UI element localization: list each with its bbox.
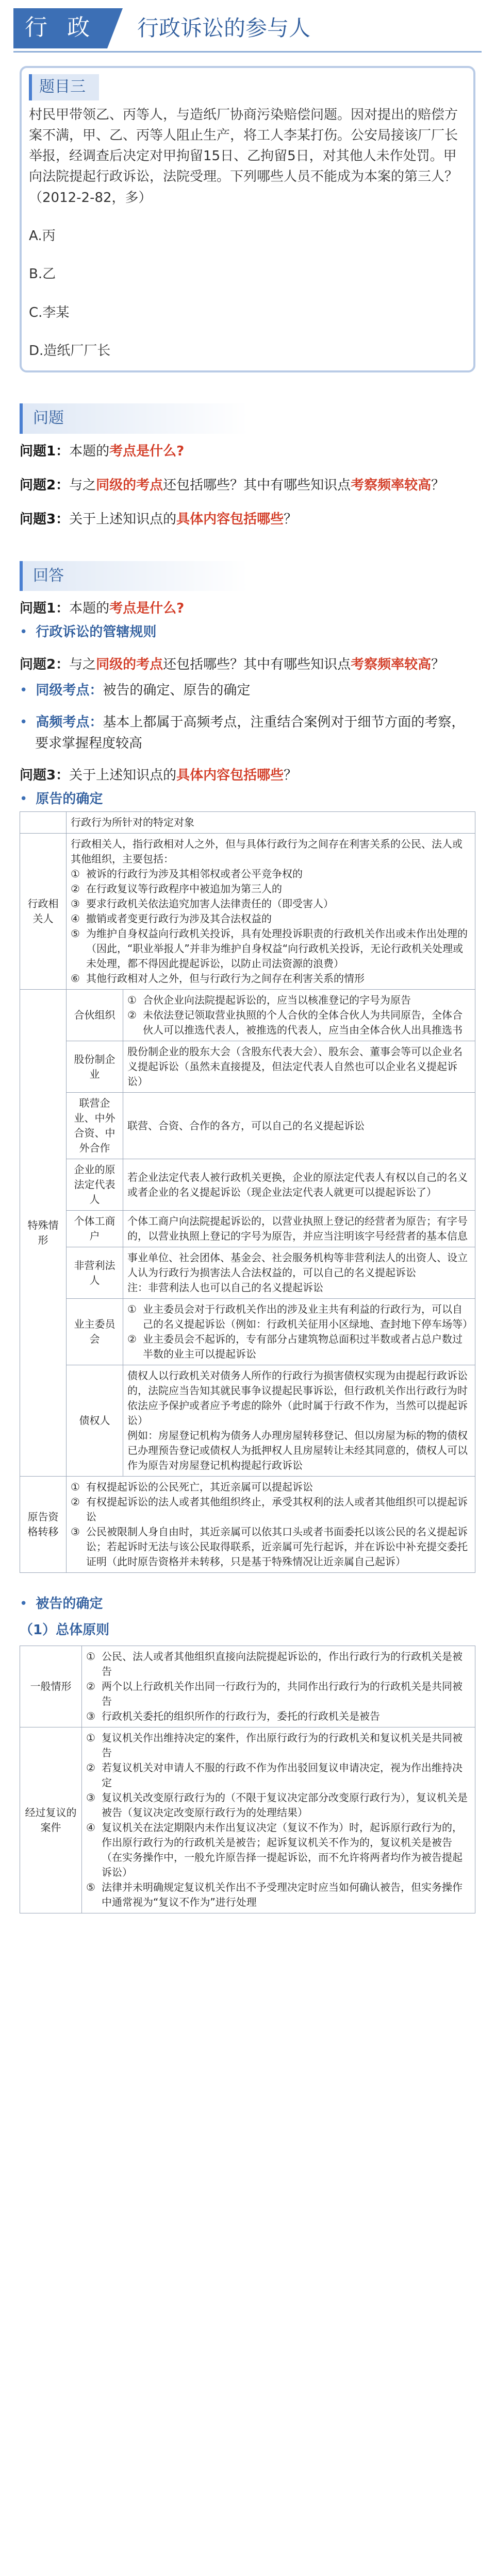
related-list bbox=[71, 867, 471, 986]
page-title: 行政诉讼的参与人 bbox=[137, 15, 311, 41]
question-box bbox=[20, 66, 475, 372]
section-heading-huida: 回答 bbox=[20, 561, 475, 591]
list-item: ⑤ 法律并未明确规定复议机关作出不予受理决定时应当如何确认被告，但实务操作中通常视为“复议不作为”进行处理 bbox=[86, 1881, 463, 1909]
answer-2-text: 被告的确定、原告的确定 bbox=[103, 682, 251, 698]
list-item: ① 合伙企业向法院提起诉讼的，应当以核准登记的字号为原告 bbox=[127, 994, 411, 1007]
sub-owners-committee: 业主委员会 bbox=[67, 1299, 123, 1365]
category-general: 一般情形 bbox=[20, 1646, 82, 1727]
table-row bbox=[20, 1727, 475, 1913]
sub-joint-stock-content: 股份制企业的股东大会（含股东代表大会）、股东会、董事会等可以企业名义提起诉讼（虽然未直接提及，但法定代表人自然也可以企业名义提起诉讼） bbox=[123, 1041, 475, 1093]
table-row bbox=[20, 1093, 475, 1159]
sub-former-rep-content: 若企业法定代表人被行政机关更换，企业的原法定代表人有权以自己的名义或者企业的名义提起诉讼（现企业法定代表人就更可以提起诉讼了） bbox=[123, 1159, 475, 1211]
list-item: ④ 撤销或者变更行政行为涉及其合法权益的 bbox=[71, 912, 272, 925]
a-q2-label: 问题2： bbox=[20, 656, 70, 672]
sub-individual-business-content: 个体工商户向法院提起诉讼的，以营业执照上登记的经营者为原告；有字号的，以营业执照上登记的字号为原告，并应当注明该字号经营者的基本信息 bbox=[123, 1211, 475, 1247]
answer-area bbox=[20, 598, 475, 1913]
transfer-content bbox=[67, 1477, 475, 1573]
related-intro: 行政相关人，指行政相对人之外，但与具体行政行为之间存在利害关系的公民、法人或其他组织，主要包括： bbox=[71, 838, 463, 866]
list-item: ② 有权提起诉讼的法人或者其他组织终止，承受其权利的法人或者其他组织可以提起诉讼 bbox=[71, 1496, 468, 1523]
table-row bbox=[20, 834, 475, 990]
a-q1-highlight: 考点是什么? bbox=[109, 601, 185, 617]
list-item: ⑤ 为维护自身权益向行政机关投诉，具有处理投诉职责的行政机关作出或未作出处理的（因此，“职业举报人”并非为维护自身权益“向行政机关投诉，无论行政机关处理或未处理，都不得因此提起诉讼，以防止司法资源的浪费） bbox=[71, 927, 468, 970]
q2-mid: 还包括哪些？其中有哪些知识点 bbox=[163, 477, 351, 493]
q2-post: ？ bbox=[431, 477, 445, 493]
table-row bbox=[20, 1365, 475, 1477]
option-d: D.造纸厂厂长 bbox=[29, 343, 111, 359]
answer-1 bbox=[20, 622, 475, 642]
q2-label: 问题2： bbox=[20, 477, 70, 493]
wenti-q1 bbox=[20, 441, 475, 462]
sub-joint-venture-content: 联营、合资、合作的各方，可以自己的名义提起诉讼 bbox=[123, 1093, 475, 1159]
sub-former-rep: 企业的原法定代表人 bbox=[67, 1159, 123, 1211]
sub-nonprofit: 非营利法人 bbox=[67, 1247, 123, 1299]
list-item: ③ 复议机关改变原行政行为的（不限于复议决定部分改变原行政行为），复议机关是被告（复议决定改变原行政行为的处理结果） bbox=[86, 1791, 468, 1819]
wenti-q3 bbox=[20, 509, 475, 530]
sub-partnership: 合伙组织 bbox=[67, 990, 123, 1041]
sub-joint-venture: 联营企业、中外合资、中外合作 bbox=[67, 1093, 123, 1159]
table-row bbox=[20, 812, 475, 834]
list-item: ① 业主委员会对于行政机关作出的涉及业主共有利益的行政行为，可以自己的名义提起诉讼（例如：行政机关征用小区绿地、查封地下停车场等） bbox=[127, 1303, 473, 1331]
list-item: ③ 行政机关委托的组织所作的行政行为，委托的行政机关是被告 bbox=[86, 1710, 380, 1723]
answer-1-text: 行政诉讼的管辖规则 bbox=[36, 624, 157, 640]
a-q1-pre: 本题的 bbox=[69, 601, 110, 617]
sub-nonprofit-content: 事业单位、社会团体、基金会、社会服务机构等非营利法人的出资人、设立人认为行政行为损害法人合法权益的，可以自己的名义提起诉讼 注：非营利法人也可以自己的名义提起诉讼 bbox=[123, 1247, 475, 1299]
list-item: ③ 公民被限制人身自由时，其近亲属可以依其口头或者书面委托以该公民的名义提起诉讼；若起诉时无法与该公民取得联系，近亲属可先行起诉，并在诉讼中补充提交委托证明（此时原告资格并未转移，只是基于特殊情况让近亲属自己起诉） bbox=[71, 1526, 468, 1568]
list-item: ① 复议机关作出维持决定的案件，作出原行政行为的行政机关和复议机关是共同被告 bbox=[86, 1732, 463, 1759]
a-q3-pre: 关于上述知识点的 bbox=[69, 767, 177, 783]
a-q1-label: 问题1： bbox=[20, 601, 70, 617]
answer-2-same-level bbox=[20, 680, 475, 701]
answer-2b-text: 基本上都属于高频考点，注重结合案例对于细节方面的考察，要求掌握程度较高 bbox=[35, 715, 465, 751]
related-content bbox=[67, 834, 475, 990]
q2-highlight-2: 考察频率较高 bbox=[351, 477, 432, 493]
list-item: ④ 复议机关在法定期限内未作出复议决定（复议不作为）时，起诉原行政行为的，作出原行政行为的行政机关是被告；起诉复议机关不作为的，复议机关是被告（在实务操作中，一般允许原告择一提起诉讼，而不允许将两者均作为被告提起诉讼） bbox=[86, 1821, 463, 1879]
sub-owners-committee-content bbox=[123, 1299, 475, 1365]
category-review: 经过复议的案件 bbox=[20, 1727, 82, 1913]
list-item: ② 业主委员会不起诉的，专有部分占建筑物总面积过半数或者占总户数过半数的业主可以提起诉讼 bbox=[127, 1333, 463, 1361]
list-item: ① 公民、法人或者其他组织直接向法院提起诉讼的，作出行政行为的行政机关是被告 bbox=[86, 1650, 463, 1678]
sub-creditor-content: 债权人以行政机关对债务人所作的行政行为损害债权实现为由提起行政诉讼的，法院应当告知其就民事争议提起民事诉讼，但行政机关作出行政行为时依法应予保护或者应予考虑的除外（此时属于行政不作为，当然可以提起诉讼） 例如：房屋登记机构为债务人办理房屋转移登记、但以房屋为标的物的债权已办理预告登记或债权人为抵押权人且房屋转让未经其同意的，债权人可以作为原告对房屋登记机构提起行政诉讼 bbox=[123, 1365, 475, 1477]
list-item: ① 被诉的行政行为涉及其相邻权或者公平竞争权的 bbox=[71, 868, 303, 880]
answer-2b-label: 高频考点： bbox=[36, 715, 103, 731]
question-text: 村民甲带领乙、丙等人，与造纸厂协商污染赔偿问题。因对提出的赔偿方案不满，甲、乙、丙等人阻止生产，将工人李某打伤。公安局接该厂厂长举报，经调查后决定对甲拘留15日、乙拘留5日，对其他人未作处罚。甲向法院提起行政诉讼，法院受理。下列哪些人员不能成为本案的第三人？（2012-2-82，多） bbox=[29, 107, 458, 206]
a-q3-label: 问题3： bbox=[20, 767, 70, 783]
review-content bbox=[82, 1727, 475, 1913]
defendant-title: 被告的确定 bbox=[36, 1596, 103, 1612]
question-label: 题目三 bbox=[29, 74, 99, 100]
general-content bbox=[82, 1646, 475, 1727]
tag-slash-decoration bbox=[107, 8, 123, 48]
list-item: ② 未依法登记领取营业执照的个人合伙的全体合伙人为共同原告，全体合伙人可以推选代表人，被推选的代表人，应当由全体合伙人出具推选书 bbox=[127, 1009, 463, 1037]
q2-highlight-1: 同级的考点 bbox=[96, 477, 163, 493]
wenti-q2 bbox=[20, 475, 475, 496]
defendant-table bbox=[20, 1646, 475, 1913]
q2-pre: 与之 bbox=[69, 477, 96, 493]
list-item: ⑥ 其他行政相对人之外，但与行政行为之间存在利害关系的情形 bbox=[71, 972, 365, 985]
answer-3 bbox=[20, 789, 475, 809]
table-row bbox=[20, 1041, 475, 1093]
a-q2-highlight-2: 考察频率较高 bbox=[351, 656, 432, 672]
answer-2-high-freq bbox=[20, 712, 475, 754]
table-row bbox=[20, 1477, 475, 1573]
list-item: ② 若复议机关对申请人不服的行政不作为作出驳回复议申请决定，视为作出维持决定 bbox=[86, 1761, 463, 1789]
page-header bbox=[13, 5, 482, 53]
a-q2-pre: 与之 bbox=[69, 656, 96, 672]
list-item: ① 有权提起诉讼的公民死亡，其近亲属可以提起诉讼 bbox=[71, 1481, 313, 1494]
section-heading-wenti: 问题 bbox=[20, 403, 475, 434]
answer-q2 bbox=[20, 654, 475, 675]
answer-q3 bbox=[20, 765, 475, 786]
answer-2-label: 同级考点： bbox=[36, 682, 103, 698]
q1-pre: 本题的 bbox=[69, 443, 110, 459]
q3-label: 问题3： bbox=[20, 512, 70, 528]
a-q3-highlight: 具体内容包括哪些 bbox=[176, 767, 284, 783]
list-item: ② 两个以上行政机关作出同一行政行为的，共同作出行政行为的行政机关是共同被告 bbox=[86, 1680, 463, 1708]
list-item: ③ 要求行政机关依法追究加害人法律责任的（即受害人） bbox=[71, 897, 334, 910]
plaintiff-table bbox=[20, 811, 475, 1573]
answer-3-text: 原告的确定 bbox=[36, 791, 103, 807]
table-row bbox=[20, 1159, 475, 1211]
option-a: A.丙 bbox=[29, 228, 56, 244]
list-item: ② 在行政复议等行政程序中被追加为第三人的 bbox=[71, 883, 282, 895]
table-row bbox=[20, 990, 475, 1041]
category-related: 行政相关人 bbox=[20, 834, 67, 990]
table-head-cell: 行政行为所针对的特定对象 bbox=[67, 812, 475, 834]
table-row bbox=[20, 1211, 475, 1247]
sub-individual-business: 个体工商户 bbox=[67, 1211, 123, 1247]
sub-creditor: 债权人 bbox=[67, 1365, 123, 1477]
q3-highlight: 具体内容包括哪些 bbox=[176, 512, 284, 528]
q3-pre: 关于上述知识点的 bbox=[69, 512, 177, 528]
option-c: C.李某 bbox=[29, 304, 70, 320]
defendant-subtitle: （1）总体原则 bbox=[20, 1622, 110, 1638]
table-cell-empty bbox=[20, 812, 67, 834]
sub-partnership-content bbox=[123, 990, 475, 1041]
answer-q1 bbox=[20, 598, 475, 619]
category-tag: 行 政 bbox=[13, 8, 107, 48]
a-q2-mid: 还包括哪些？其中有哪些知识点 bbox=[163, 656, 351, 672]
table-row bbox=[20, 1247, 475, 1299]
q1-label: 问题1： bbox=[20, 443, 70, 459]
a-q2-post: ？ bbox=[431, 656, 445, 672]
a-q2-highlight-1: 同级的考点 bbox=[96, 656, 163, 672]
sub-joint-stock: 股份制企业 bbox=[67, 1041, 123, 1093]
q1-highlight: 考点是什么? bbox=[109, 443, 185, 459]
category-transfer: 原告资格转移 bbox=[20, 1477, 67, 1573]
category-special: 特殊情形 bbox=[20, 990, 67, 1477]
a-q3-post: ？ bbox=[284, 767, 298, 783]
option-b: B.乙 bbox=[29, 266, 56, 282]
table-row bbox=[20, 1299, 475, 1365]
defendant-bullet bbox=[20, 1594, 475, 1614]
q3-post: ？ bbox=[284, 512, 298, 528]
table-row bbox=[20, 1646, 475, 1727]
